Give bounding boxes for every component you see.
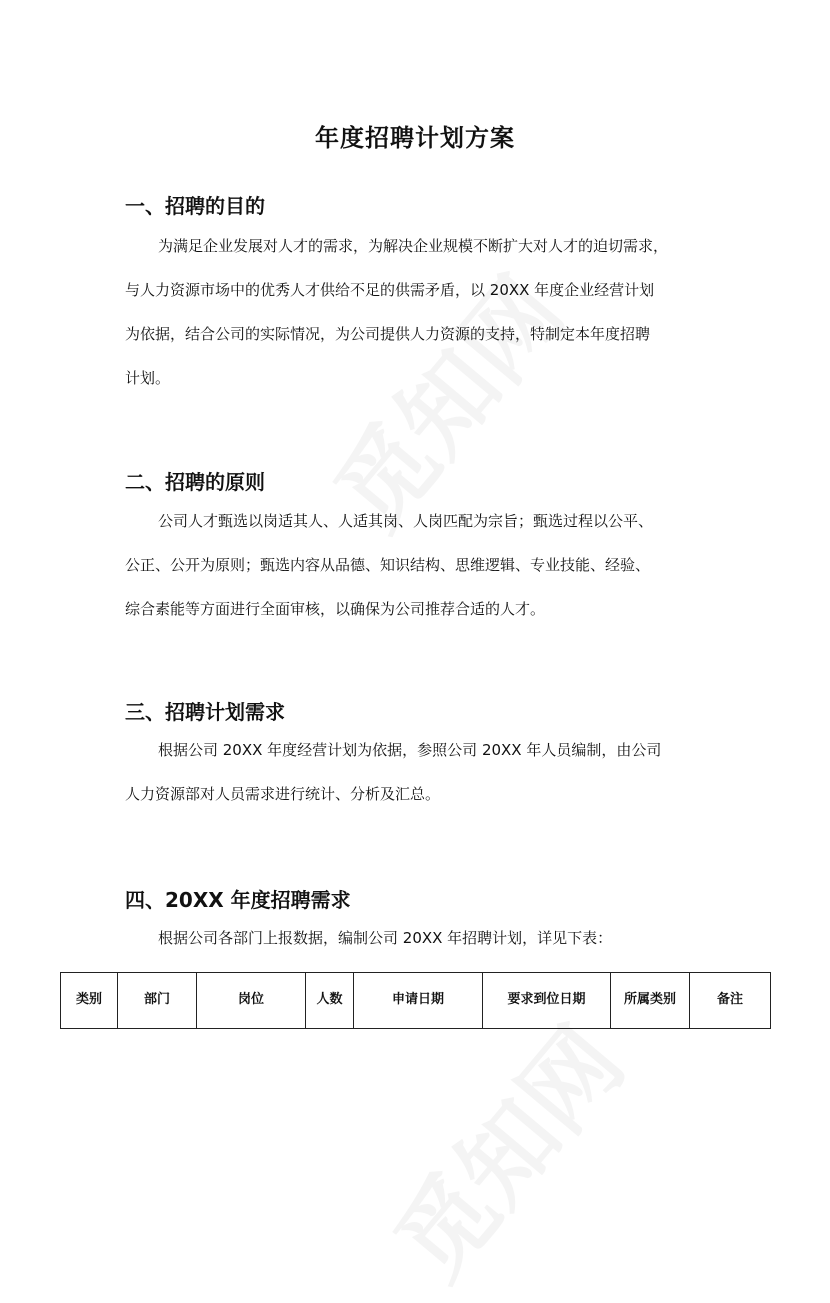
section-paragraph-purpose <box>125 224 715 400</box>
paragraph-line: 根据公司各部门上报数据，编制公司 20XX 年招聘计划，详见下表： <box>158 929 613 947</box>
paragraph-line: 人力资源部对人员需求进行统计、分析及汇总。 <box>125 785 441 803</box>
paragraph-line: 公司人才甄选以岗适其人、人适其岗、人岗匹配为宗旨；甄选过程以公平、 <box>158 512 654 530</box>
section-heading-purpose: 一、招聘的目的 <box>125 194 265 218</box>
table-header-cell: 部门 <box>118 973 197 1029</box>
paragraph-line: 综合素能等方面进行全面审核，以确保为公司推荐合适的人才。 <box>125 600 546 618</box>
table-header-cell: 要求到位日期 <box>483 973 611 1029</box>
watermark <box>359 994 649 1303</box>
paragraph-line: 根据公司 20XX 年度经营计划为依据，参照公司 20XX 年人员编制，由公司 <box>158 741 662 759</box>
paragraph-line: 为依据，结合公司的实际情况，为公司提供人力资源的支持，特制定本年度招聘 <box>125 325 651 343</box>
paragraph-line: 计划。 <box>125 369 171 387</box>
page-title: 年度招聘计划方案 <box>315 124 515 152</box>
section-paragraph-plan-needs <box>125 728 715 816</box>
table-header-cell: 所属类别 <box>611 973 690 1029</box>
section-heading-annual-needs: 四、20XX 年度招聘需求 <box>125 888 351 912</box>
recruitment-plan-table <box>60 972 771 1029</box>
paragraph-line: 公正、公开为原则；甄选内容从品德、知识结构、思维逻辑、专业技能、经验、 <box>125 556 651 574</box>
table-header-cell: 类别 <box>61 973 118 1029</box>
paragraph-line: 与人力资源市场中的优秀人才供给不足的供需矛盾，以 20XX 年度企业经营计划 <box>125 281 655 299</box>
table-header-cell: 人数 <box>306 973 354 1029</box>
table-header-row <box>61 973 771 1029</box>
section-paragraph-principles <box>125 499 715 631</box>
section-heading-plan-needs: 三、招聘计划需求 <box>125 700 285 724</box>
section-heading-principles: 二、招聘的原则 <box>125 470 265 494</box>
table-header-cell: 申请日期 <box>354 973 483 1029</box>
table-header-cell: 岗位 <box>197 973 306 1029</box>
section-paragraph-annual-needs <box>125 916 715 960</box>
paragraph-line: 为满足企业发展对人才的需求，为解决企业规模不断扩大对人才的迫切需求， <box>158 237 669 255</box>
table-header-cell: 备注 <box>690 973 771 1029</box>
